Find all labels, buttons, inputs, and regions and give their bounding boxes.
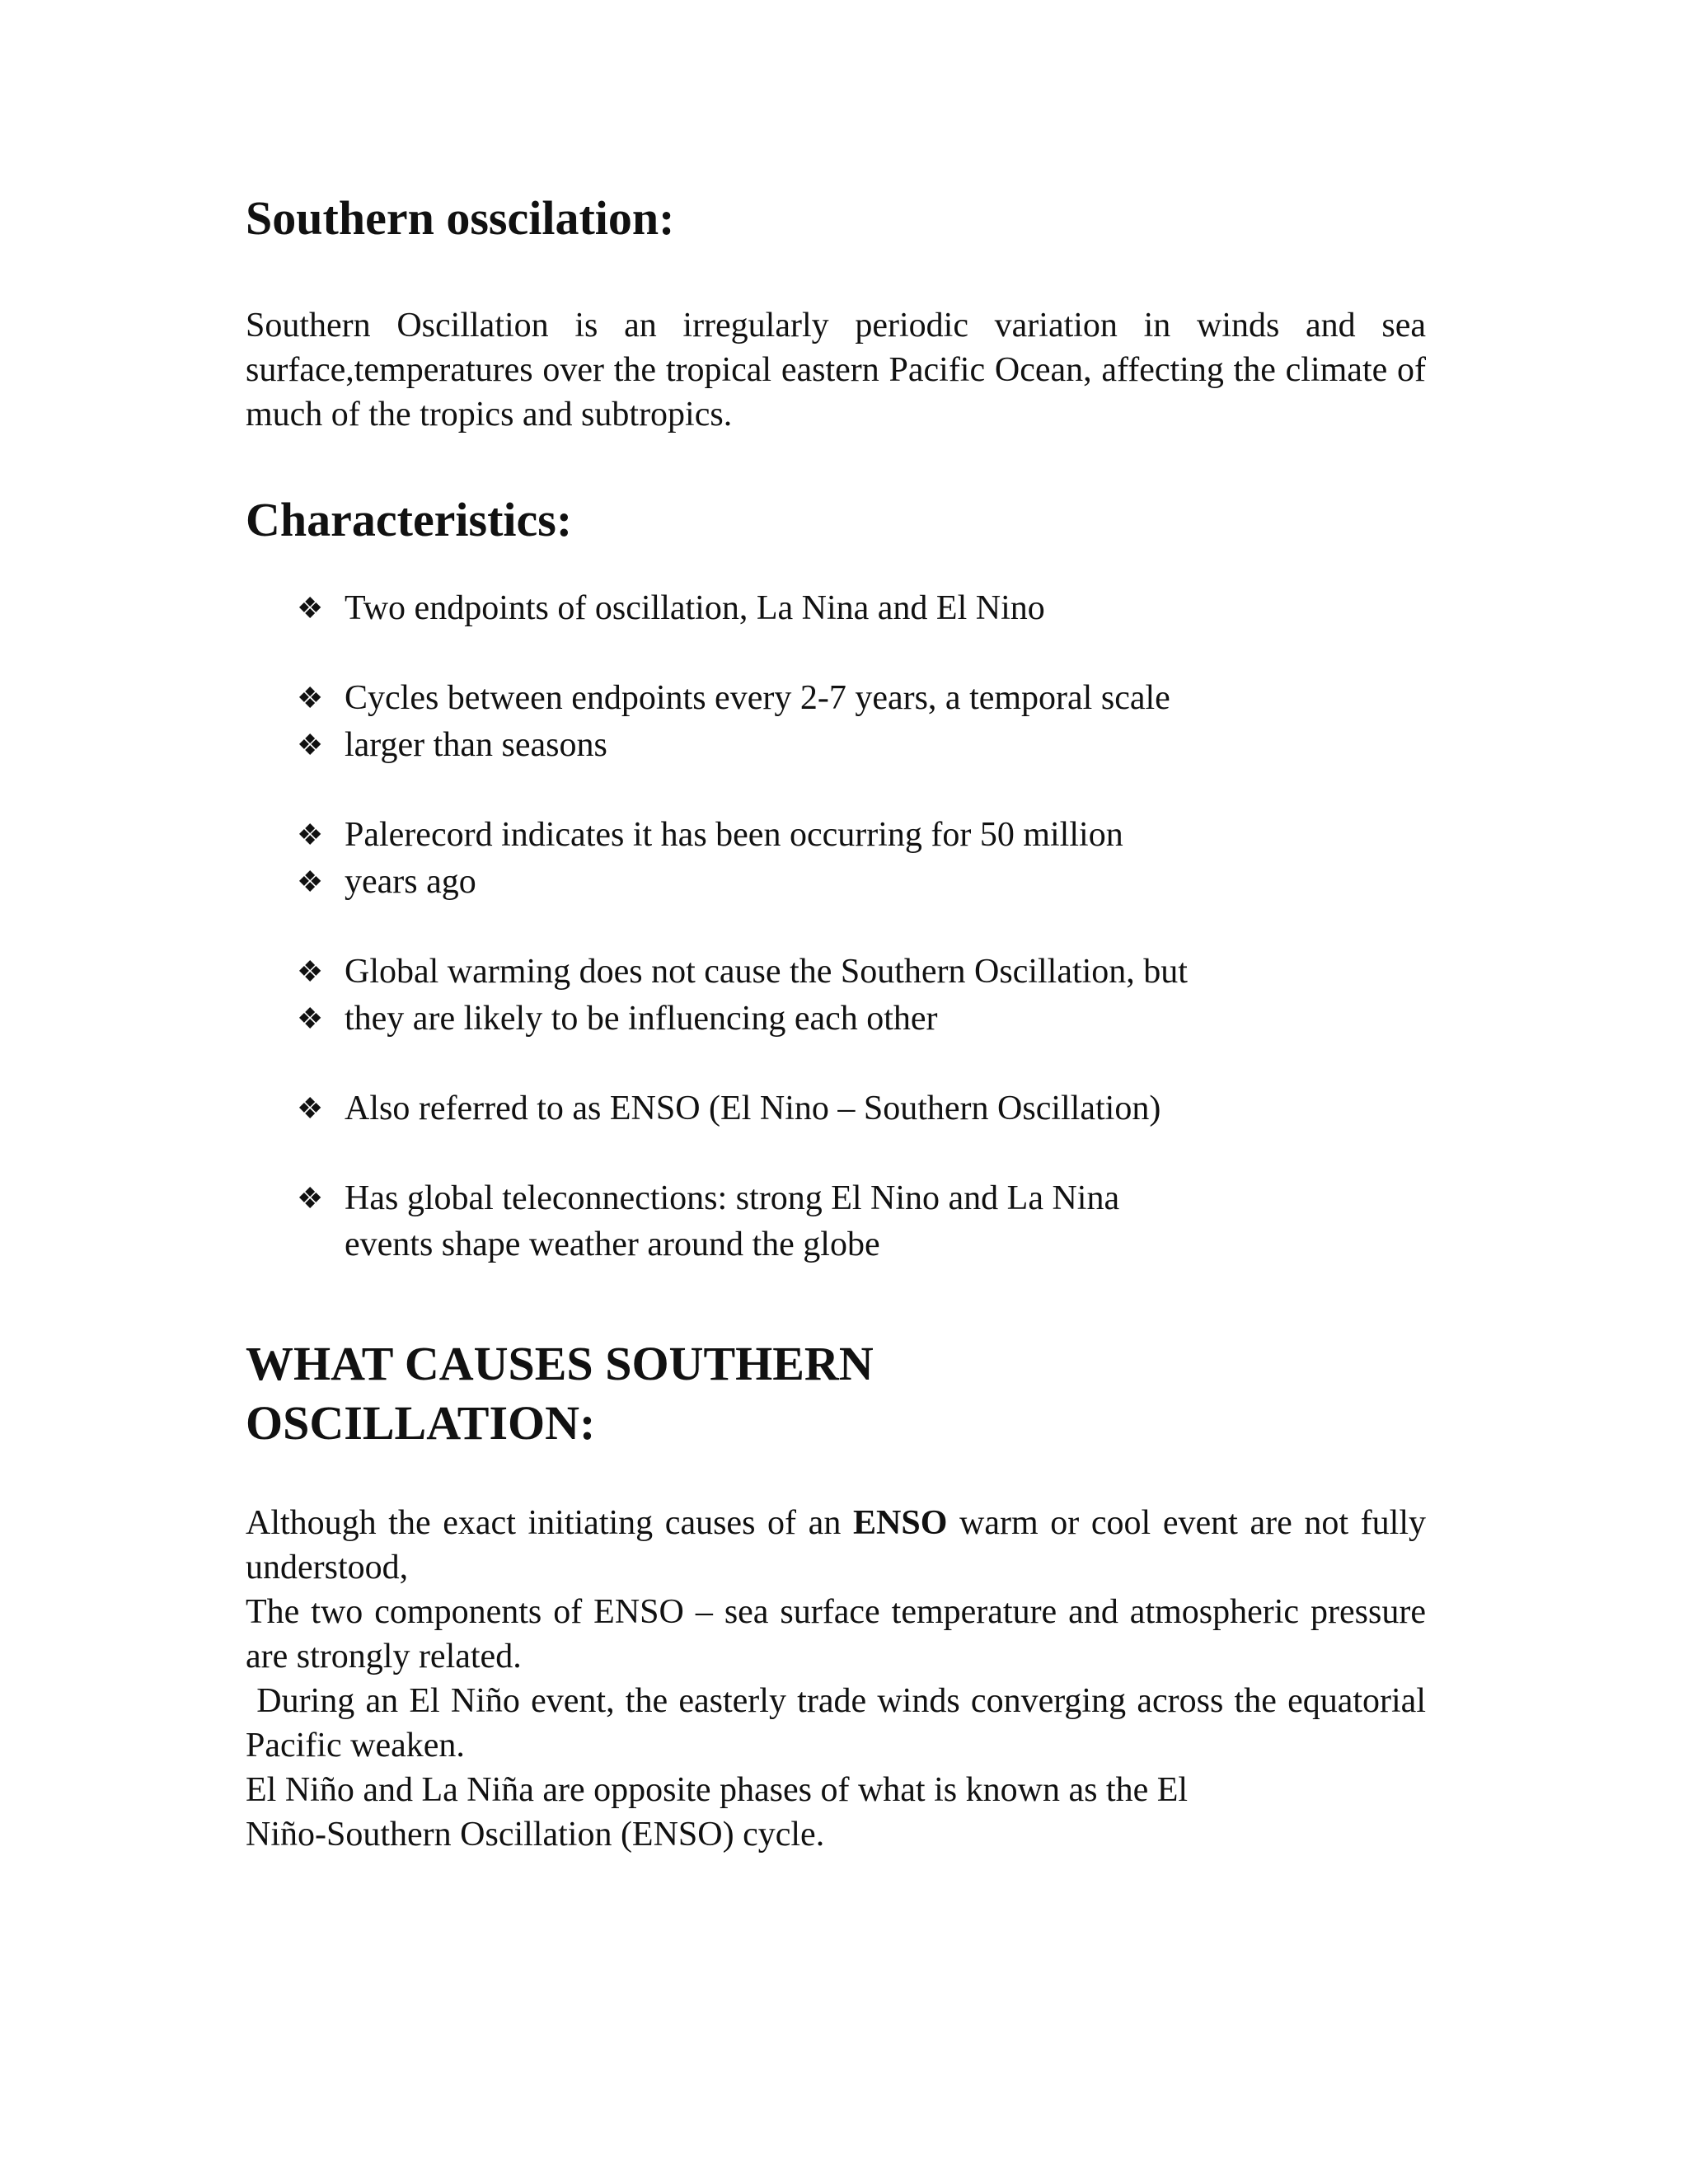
heading-southern-oscillation: Southern osscilation:	[246, 191, 675, 245]
diamond-bullet-icon: ❖	[297, 1182, 324, 1215]
diamond-bullet-icon: ❖	[297, 592, 324, 625]
heading-characteristics: Characteristics:	[246, 493, 573, 546]
list-item	[246, 585, 1426, 632]
bullet-continuation: events shape weather around the globe	[345, 1226, 880, 1263]
diamond-bullet-icon: ❖	[297, 682, 324, 715]
diamond-bullet-icon: ❖	[297, 1092, 324, 1125]
diamond-bullet-icon: ❖	[297, 865, 324, 898]
bullet-text: years ago	[345, 863, 476, 901]
bullet-text: Two endpoints of oscillation, La Nina and El Nino	[345, 589, 1045, 627]
bullet-text: larger than seasons	[345, 726, 607, 764]
list-item	[246, 1085, 1426, 1132]
document-page	[246, 190, 1435, 1857]
diamond-bullet-icon: ❖	[297, 1002, 324, 1035]
list-item	[246, 675, 1426, 769]
heading-what-causes	[246, 1334, 987, 1453]
causes-paragraph-2: The two components of ENSO – sea surface temperature and atmospheric pressure are strongly related.	[246, 1593, 1426, 1675]
list-item	[246, 1175, 1426, 1267]
bullet-text: Cycles between endpoints every 2-7 years, a temporal scale	[345, 679, 1170, 717]
bullet-text: Palerecord indicates it has been occurring for 50 million	[345, 816, 1123, 854]
diamond-bullet-icon: ❖	[297, 729, 324, 762]
causes-paragraph-3: During an El Niño event, the easterly trade winds converging across the equatorial Pacific weaken.	[246, 1682, 1435, 1765]
causes-paragraph-1: Although the exact initiating causes of an ENSO warm or cool event are not fully understood,	[246, 1504, 1426, 1586]
list-item	[246, 949, 1426, 1043]
bullet-text: they are likely to be influencing each other	[345, 1000, 938, 1038]
heading-line-2: OSCILLATION:	[246, 1396, 596, 1450]
list-item	[246, 812, 1426, 906]
diamond-bullet-icon: ❖	[297, 955, 324, 988]
enso-bold: ENSO	[852, 1504, 948, 1542]
intro-paragraph: Southern Oscillation is an irregularly periodic variation in winds and sea surface,temperatures over the tropical eastern Pacific Ocean, affecting the climate of much of the tropics and subtropics.	[246, 307, 1426, 434]
characteristics-list	[246, 585, 1426, 1267]
heading-line-1: WHAT CAUSES SOUTHERN	[246, 1337, 874, 1390]
causes-section	[246, 1501, 1435, 1857]
bullet-text: Also referred to as ENSO (El Nino – Southern Oscillation)	[345, 1090, 1161, 1127]
bullet-text: Has global teleconnections: strong El Nino and La Nina	[345, 1179, 1120, 1217]
diamond-bullet-icon: ❖	[297, 818, 324, 851]
causes-paragraph-4: El Niño and La Niña are opposite phases of what is known as the El Niño-Southern Oscillation (ENSO) cycle.	[246, 1771, 1189, 1854]
bullet-text: Global warming does not cause the Southern Oscillation, but	[345, 953, 1188, 991]
